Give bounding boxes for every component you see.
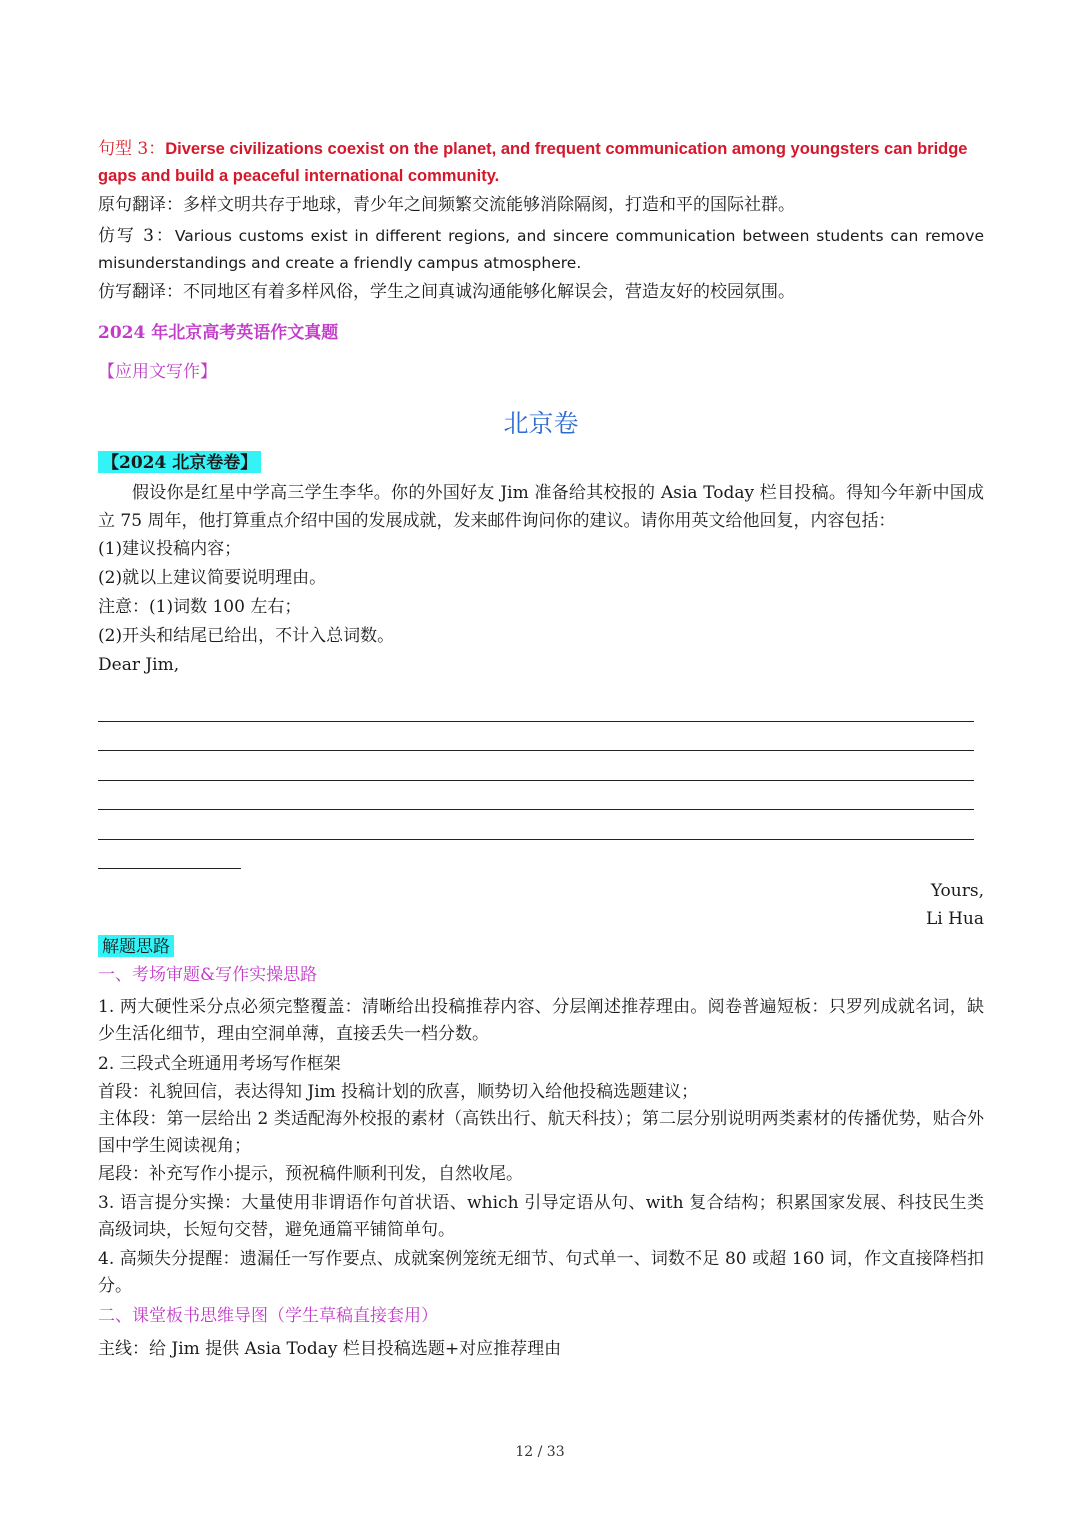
translation-label: 原句翻译： [98,195,183,215]
solution-first-paragraph: 首段：礼貌回信，表达得知 Jim 投稿计划的欣喜，顺势切入给他投稿选题建议； [98,1082,699,1102]
solution-point-3: 3. 语言提分实操：大量使用非谓语作句首状语、which 引导定语从句、with 复合结构；积累国家发展、科技民生类高级词块，长短句交替，避免通篇平铺简单句。 [98,1193,984,1240]
page-number: 12 / 33 [515,1444,565,1460]
solution-point-4: 4. 高频失分提醒：遗漏任一写作要点、成就案例笼统无细节、句式单一、词数不足 80 或超 160 词，作文直接降档扣分。 [98,1249,984,1296]
imitation-translation-text: 不同地区有着多样风俗，学生之间真诚沟通能够化解误会，营造友好的校园氛围。 [183,282,795,302]
sentence-pattern-3 [98,136,984,190]
task-tag-line [98,450,984,477]
closing: Yours, [930,881,984,901]
answer-lines [98,692,984,869]
translation-text: 多样文明共存于地球，青少年之间频繁交流能够消除隔阂，打造和平的国际社群。 [183,195,795,215]
answer-line [98,722,974,752]
task-tag: 【2024 北京卷卷】 [98,451,261,473]
signature: Li Hua [925,909,984,929]
answer-line [98,840,241,870]
imitation-translation [98,279,984,306]
task-prompt: 假设你是红星中学高三学生李华。你的外国好友 Jim 准备给其校报的 Asia Today 栏目投稿。得知今年新中国成立 75 周年，他打算重点介绍中国的发展成就，发来邮件询问你的建议。请你用英文给他回复，内容包括： [98,483,984,531]
section-tag: 【应用文写作】 [98,362,217,382]
pattern-sentence: Diverse civilizations coexist on the planet, and frequent communication among youngsters can bridge gaps and build a peaceful international community. [98,140,968,185]
exam-title: 2024 年北京高考英语作文真题 [98,323,339,343]
imitation-3 [98,223,984,277]
solution-mainline: 主线：给 Jim 提供 Asia Today 栏目投稿选题+对应推荐理由 [98,1339,562,1359]
answer-line [98,751,974,781]
solution-point-1: 1. 两大硬性采分点必须完整覆盖：清晰给出投稿推荐内容、分层阐述推荐理由。阅卷普遍短板：只罗列成就名词，缺少生活化细节，理由空洞单薄，直接丢失一档分数。 [98,997,984,1044]
solution-tag: 解题思路 [98,935,174,957]
solution-last-paragraph: 尾段：补充写作小提示，预祝稿件顺利刊发，自然收尾。 [98,1164,523,1184]
solution-point-2: 2. 三段式全班通用考场写作框架 [98,1054,341,1074]
solution-heading-2: 二、课堂板书思维导图（学生草稿直接套用） [98,1306,438,1326]
solution-body-paragraph: 主体段：第一层给出 2 类适配海外校报的素材（高铁出行、航天科技）；第二层分别说明两类素材的传播优势，贴合外国中学生阅读视角； [98,1109,984,1156]
solution-heading-1: 一、考场审题&写作实操思路 [98,965,318,985]
answer-line [98,692,974,722]
imitation-label: 仿写 3： [98,226,175,246]
requirement-2: (2)就以上建议简要说明理由。 [98,568,327,588]
requirement-1: (1)建议投稿内容； [98,539,242,559]
document-page [98,136,984,1363]
solution-tag-line [98,933,984,961]
imitation-translation-label: 仿写翻译： [98,282,183,302]
answer-line [98,810,974,840]
answer-line [98,781,974,811]
greeting: Dear Jim, [98,655,180,675]
paper-title: 北京卷 [503,409,579,438]
note-1: 注意：(1)词数 100 左右； [98,597,302,617]
pattern-translation [98,192,984,219]
note-2: (2)开头和结尾已给出，不计入总词数。 [98,626,395,646]
pattern-label: 句型 3： [98,139,166,159]
imitation-text: Various customs exist in different regions, and sincere communication between students can remove misunderstandings and create a friendly campus atmosphere. [98,227,984,272]
